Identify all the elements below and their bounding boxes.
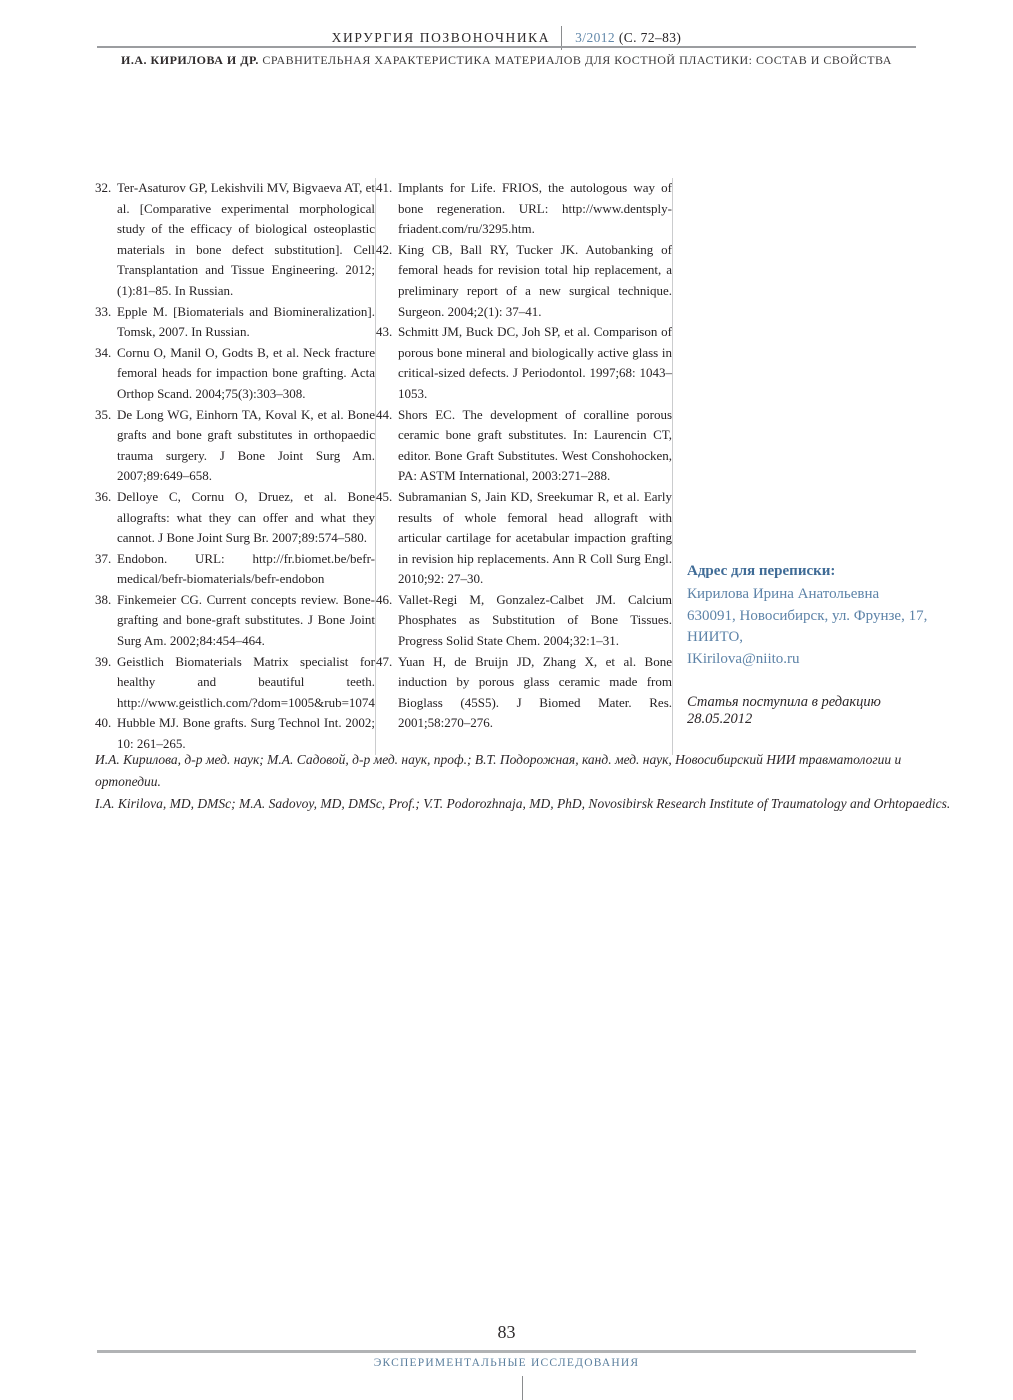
authors-line-english: I.A. Kirilova, MD, DMSc; M.A. Sadovoy, MD, DMSc, Prof.; V.T. Podorozhnaja, MD, PhD, Novosibirsk Research Institute of Traumatology and Orhtopaedics.	[95, 796, 951, 811]
reference-item	[376, 178, 672, 240]
reference-text: Finkemeier CG. Current concepts review. Bone-grafting and bone-graft substitutes. J Bone Joint Surg Am. 2002;84:454–464.	[117, 591, 375, 649]
reference-number: 39.	[95, 653, 112, 669]
correspondence-line: Кирилова Ирина Анатольевна	[687, 586, 880, 602]
reference-text: Epple M. [Biomaterials and Biomineralization]. Tomsk, 2007. In Russian.	[117, 303, 375, 340]
reference-text: Implants for Life. FRIOS, the autologous way of bone regeneration. URL: http://www.dentsply-friadent.com/ru/3295.htm.	[398, 180, 672, 237]
reference-number: 45.	[376, 488, 393, 504]
page-number: 83	[497, 1322, 516, 1342]
reference-number: 32.	[95, 180, 112, 195]
reference-item	[95, 590, 375, 652]
reference-item	[376, 322, 672, 404]
reference-number: 40.	[95, 715, 112, 731]
reference-number: 36.	[95, 488, 112, 504]
reference-text: Geistlich Biomaterials Matrix specialist for healthy and beautiful teeth. http://www.geistlich.com/?dom=1005&rub=1074	[117, 653, 375, 710]
correspondence-line: 630091, Новосибирск, ул. Фрунзе, 17,	[687, 607, 928, 624]
reference-item	[95, 343, 375, 405]
reference-item	[95, 178, 375, 302]
reference-list-left	[95, 178, 376, 755]
reference-text: Cornu O, Manil O, Godts B, et al. Neck fracture femoral heads for impaction bone grafting. Acta Orthop Scand. 2004;75(3):303–308.	[117, 344, 375, 401]
correspondence-column	[673, 178, 941, 755]
running-title-text: СРАВНИТЕЛЬНАЯ ХАРАКТЕРИСТИКА МАТЕРИАЛОВ ДЛЯ КОСТНОЙ ПЛАСТИКИ: СОСТАВ И СВОЙСТВА	[262, 53, 892, 67]
journal-title: ХИРУРГИЯ ПОЗВОНОЧНИКА	[331, 30, 551, 45]
reference-item	[95, 405, 375, 487]
authors-line-russian: И.А. Кирилова, д-р мед. наук; М.А. Садовой, д-р мед. наук, проф.; В.Т. Подорожная, канд. мед. наук, Новосибирский НИИ травматологии и ортопедии.	[95, 752, 902, 789]
reference-number: 43.	[376, 324, 393, 340]
section-label: ЭКСПЕРИМЕНТАЛЬНЫЕ ИССЛЕДОВАНИЯ	[373, 1357, 640, 1369]
correspondence-heading: Адрес для переписки:	[687, 563, 836, 579]
reference-text: De Long WG, Einhorn TA, Koval K, et al. Bone grafts and bone graft substitutes in orthopaedic trauma surgery. J Bone Joint Surg Am. 2007;89:649–658.	[117, 406, 375, 484]
reference-number: 41.	[376, 180, 393, 195]
header-rule	[97, 46, 916, 48]
reference-text: Endobon. URL: http://fr.biomet.be/befr-medical/befr-biomaterials/befr-endobon	[117, 550, 375, 587]
received-date-note: Статья поступила в редакцию 28.05.2012	[687, 694, 881, 727]
reference-item	[376, 405, 672, 487]
reference-text: Yuan H, de Bruijn JD, Zhang X, et al. Bone induction by porous glass ceramic made from Bioglass (45S5). J Biomed Mater. Res. 2001;58:270–276.	[398, 653, 672, 731]
reference-item	[95, 549, 375, 590]
reference-text: Vallet-Regi M, Gonzalez-Calbet JM. Calcium Phosphates as Substitution of Bone Tissues. Progress Solid State Chem. 2004;32:1–31.	[398, 591, 672, 649]
reference-number: 46.	[376, 591, 393, 607]
reference-item	[95, 487, 375, 549]
reference-number: 42.	[376, 241, 393, 257]
issue-pages: (С. 72–83)	[618, 30, 682, 45]
reference-text: Hubble MJ. Bone grafts. Surg Technol Int. 2002; 10: 261–265.	[117, 715, 375, 752]
authors-footnote	[95, 749, 957, 815]
reference-number: 44.	[376, 406, 393, 422]
references-section	[95, 178, 955, 755]
footer-tick-line	[522, 1376, 523, 1400]
reference-number: 37.	[95, 550, 112, 566]
correspondence-address	[687, 584, 941, 670]
footer-rule	[97, 1350, 916, 1353]
correspondence-line: IKirilova@niito.ru	[687, 650, 800, 667]
reference-text: Ter-Asaturov GP, Lekishvili MV, Bigvaeva AT, et al. [Comparative experimental morphological study of the efficacy of biological osteoplastic materials in bone defect substitution]. Cell Transplantation and Tissue Engineering. 2012;(1):81–85. In Russian.	[117, 180, 375, 298]
reference-item	[95, 302, 375, 343]
reference-number: 33.	[95, 303, 112, 319]
reference-text: Shors EC. The development of coralline porous ceramic bone graft substitutes. In: Laurencin CT, editor. Bone Graft Substitutes. West Conshohocken, PA: ASTM International, 2003:271–288.	[398, 406, 672, 484]
reference-item	[376, 590, 672, 652]
reference-text: Delloye C, Cornu O, Druez, et al. Bone allografts: what they can offer and what they cannot. J Bone Joint Surg Br. 2007;89:574–580.	[117, 488, 375, 546]
running-title-authors: И.А. КИРИЛОВА И ДР.	[121, 53, 259, 67]
reference-item	[376, 652, 672, 734]
reference-number: 34.	[95, 344, 112, 360]
reference-item	[376, 240, 672, 322]
reference-item	[376, 487, 672, 590]
reference-text: King CB, Ball RY, Tucker JK. Autobanking of femoral heads for revision total hip replacement, a preliminary report of a new surgical technique. Surgeon. 2004;2(1): 37–41.	[398, 241, 672, 319]
issue-number: 3/2012	[575, 30, 616, 45]
reference-text: Subramanian S, Jain KD, Sreekumar R, et al. Early results of whole femoral head allograft with articular cartilage for acetabular impaction grafting in revision hip replacements. Ann R Coll Surg Engl. 2010;92: 27–30.	[398, 488, 672, 587]
correspondence-line: НИИТО,	[687, 629, 744, 645]
reference-text: Schmitt JM, Buck DC, Joh SP, et al. Comparison of porous bone mineral and biologically active glass in critical-sized defects. J Periodontol. 1997;68: 1043–1053.	[398, 324, 672, 401]
reference-item	[95, 652, 375, 714]
reference-number: 47.	[376, 653, 393, 669]
reference-list-right	[376, 178, 673, 755]
reference-number: 35.	[95, 406, 112, 422]
running-title	[0, 53, 1013, 68]
issue-info	[575, 30, 681, 46]
reference-number: 38.	[95, 591, 112, 607]
